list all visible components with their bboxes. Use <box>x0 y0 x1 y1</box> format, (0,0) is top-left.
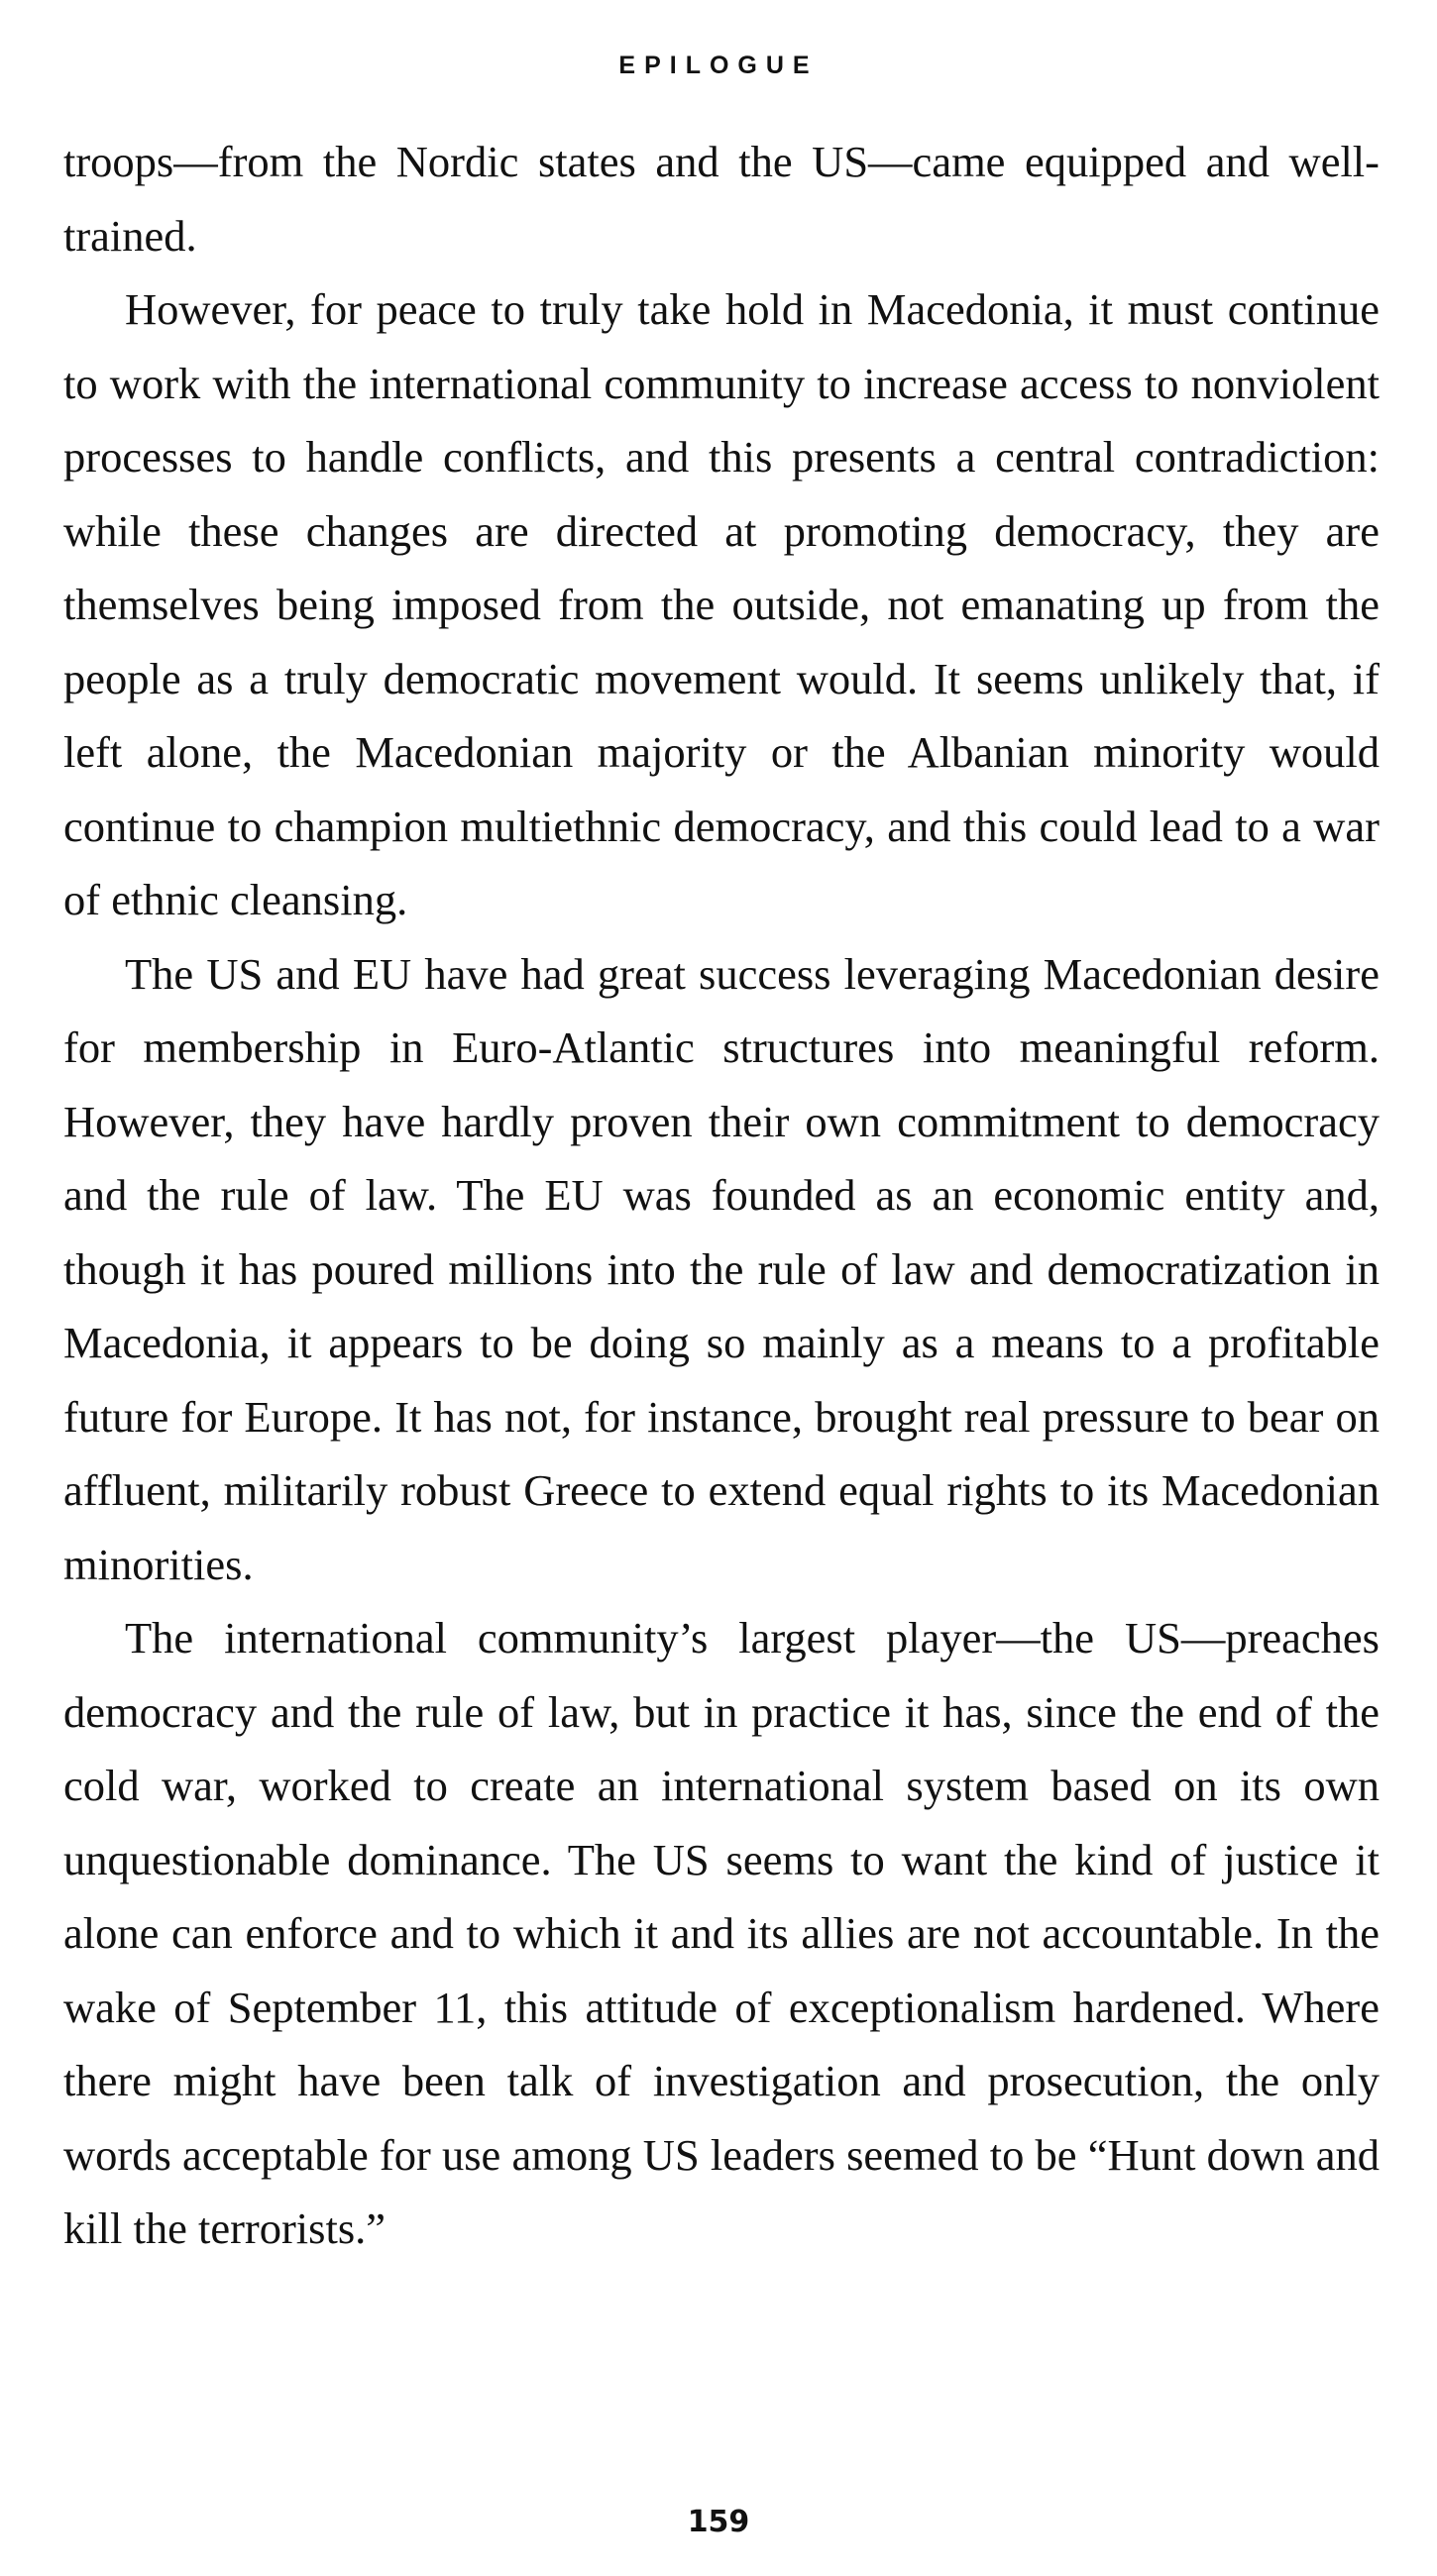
running-head: EPILOGUE <box>618 52 819 79</box>
paragraph: However, for peace to truly take hold in Macedonia, it must continue to work with the international community to increase access to nonviolent processes to handle conflicts, and this presents a central contradiction: while these changes are directed at promoting democracy, they are themselves being imposed from the outside, not emanating up from the people as a truly democratic movement would. It seems unlikely that, if left alone, the Macedonian majority or the Albanian minority would continue to champion multiethnic democracy, and this could lead to a war of ethnic cleansing. <box>63 284 1380 924</box>
body-text <box>63 125 1380 2266</box>
page-number: 159 <box>687 2505 750 2539</box>
paragraph-continuation: troops—from the Nordic states and the US—came equipped and well-trained. <box>63 137 1380 261</box>
paragraph: The US and EU have had great success leveraging Macedonian desire for membership in Euro-Atlantic structures into meaningful reform. However, they have hardly proven their own commitment to democracy and the rule of law. The EU was founded as an economic entity and, though it has poured millions into the rule of law and democratization in Macedonia, it appears to be doing so mainly as a means to a profitable future for Europe. It has not, for instance, brought real pressure to bear on affluent, militarily robust Greece to extend equal rights to its Macedonian minorities. <box>63 948 1380 1589</box>
paragraph: The international community’s largest player—the US—preaches democracy and the rule of law, but in practice it has, since the end of the cold war, worked to create an international system based on its own unquestionable dominance. The US seems to want the kind of justice it alone can enforce and to which it and its allies are not accountable. In the wake of September 11, this attitude of exceptionalism hardened. Where there might have been talk of investigation and prosecution, the only words acceptable for use among US leaders seemed to be “Hunt down and kill the terrorists.” <box>63 1613 1380 2253</box>
